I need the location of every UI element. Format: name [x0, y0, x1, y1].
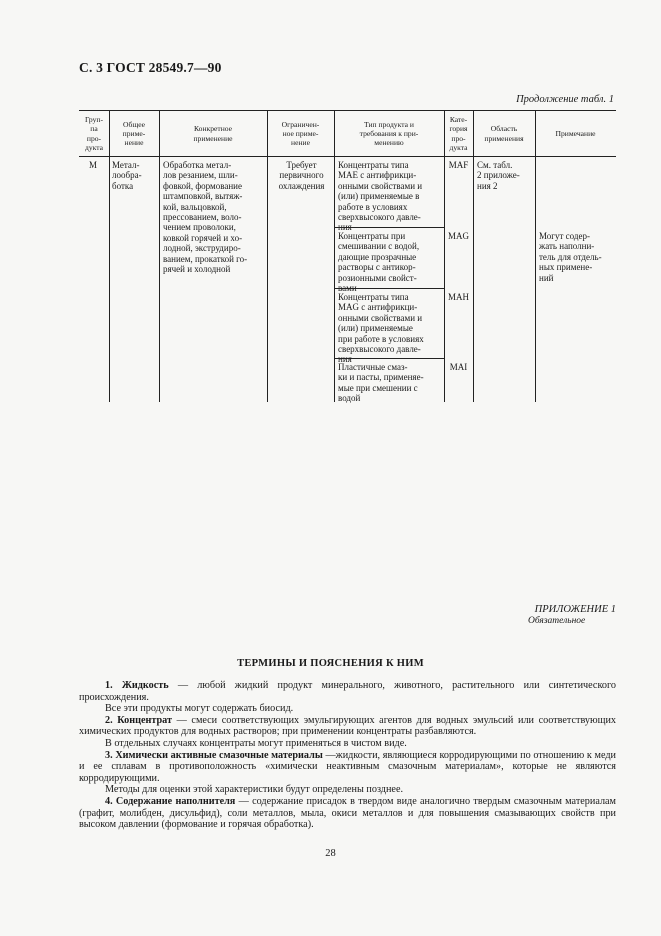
paragraph — [79, 680, 616, 703]
cell-restricted-use: Требует первичного охлаждения — [278, 160, 325, 191]
cell-note: Могут содер- жать наполни- тель для отдель- ных примене- ний — [539, 231, 602, 283]
table-divider — [267, 111, 268, 402]
table-divider — [109, 111, 110, 402]
paragraph — [79, 738, 616, 750]
paragraph-text: —жидкости, являющиеся корродирующими по отношению к меди и ее сплавам в противоположность «химически неактивным смазочным материалам», которые не являются корродирующими. — [79, 749, 616, 784]
cell-category-1: MAF — [448, 160, 469, 170]
term: 1. Жидкость — [105, 680, 169, 691]
appendix-subtitle: Обязательное — [528, 616, 586, 626]
cell-group: М — [89, 160, 98, 170]
data-table — [79, 110, 616, 402]
header-category: Кате- гория про- дукта — [449, 114, 468, 152]
section-title: ТЕРМИНЫ И ПОЯСНЕНИЯ К НИМ — [237, 658, 424, 669]
paragraph — [79, 784, 616, 796]
paragraph — [79, 750, 616, 785]
term: 2. Концентрат — [105, 714, 172, 726]
cell-category-4: MAI — [449, 362, 468, 372]
cell-product-type-4: Пластичные смаз- ки и пасты, применяе- мые при смешении с водой — [338, 362, 424, 404]
paragraph-text: В отдельных случаях концентраты могут применяться в чистом виде. — [105, 737, 407, 749]
paragraph — [79, 715, 616, 738]
header-note: Примечание — [555, 128, 596, 138]
continuation-note: Продолжение табл. 1 — [516, 94, 614, 105]
terms-body — [79, 680, 616, 831]
table-divider — [473, 111, 474, 402]
cell-product-type-2: Концентраты при смешивании с водой, дающие прозрачные растворы с антикор- розионными свойст- вами — [338, 231, 420, 294]
header-specific-use: Конкретное применение — [193, 124, 233, 143]
term: 3. Химически активные смазочные материалы — [105, 749, 323, 761]
page-header: С. 3 ГОСТ 28549.7—90 — [79, 60, 222, 75]
paragraph-text: — содержание присадок в твердом виде аналогично твердым смазочным материалам (графит, молибден, дисульфид), соли металлов, мыла, окиси металлов и для повышения смазывающих свойств при высоком давлении (формование и горячая обработка). — [79, 795, 617, 831]
cell-specific-use: Обработка метал- лов резанием, шли- фовкой, формование штамповкой, вытяж- кой, вальцовкой, прессованием, воло- чением проволоки, ковкой горячей и хо- лодной, экструдиро- ванием, прокаткой го- рячей и холодной — [163, 160, 248, 275]
header-general-use: Общее приме- нение — [122, 119, 146, 148]
page-number: 28 — [325, 848, 336, 859]
header-application-area: Область применения — [484, 124, 524, 143]
paragraph-text: Все эти продукты могут содержать биосид. — [105, 703, 294, 715]
paragraph-text: — любой жидкий продукт минерального, животного, растительного или синтетического происхождения. — [79, 680, 616, 703]
paragraph-text: Методы для оценки этой характеристики будут определены позднее. — [105, 784, 404, 796]
row-separator — [334, 358, 444, 359]
appendix-title: ПРИЛОЖЕНИЕ 1 — [534, 604, 616, 615]
table-divider — [444, 111, 445, 402]
table-divider — [535, 111, 536, 402]
paragraph — [79, 796, 616, 831]
row-separator — [334, 288, 444, 289]
cell-product-type-1: Концентраты типа MAE с антифрикци- онными свойствами и (или) применяемые в работе в условиях сверхвысокого давле- ния — [338, 160, 423, 233]
header-product-type: Тип продукта и требования к при- менению — [359, 119, 419, 148]
paragraph-text: — смеси соответствующих эмульгирующих агентов для водных эмульсий или соответствующих химических продуктов для водных растворов; при применении концентраты разбавляются. — [79, 714, 617, 738]
header-restricted-use: Ограничен- ное приме- нение — [281, 119, 320, 148]
paragraph — [79, 703, 616, 715]
row-separator — [334, 227, 444, 228]
term: 4. Содержание наполнителя — [105, 795, 236, 807]
cell-application-area: См. табл. 2 приложе- ния 2 — [477, 160, 520, 191]
cell-category-3: MAH — [447, 292, 469, 302]
header-group: Груп- па про- дукта — [84, 114, 104, 152]
cell-general-use: Метал- лообра- ботка — [112, 160, 142, 191]
cell-product-type-3: Концентраты типа MAG с антифрикци- онными свойствами и (или) применяемые при работе в условиях сверхвысокого давле- ния — [338, 292, 424, 365]
table-divider — [159, 111, 160, 402]
cell-category-2: MAG — [447, 231, 469, 241]
